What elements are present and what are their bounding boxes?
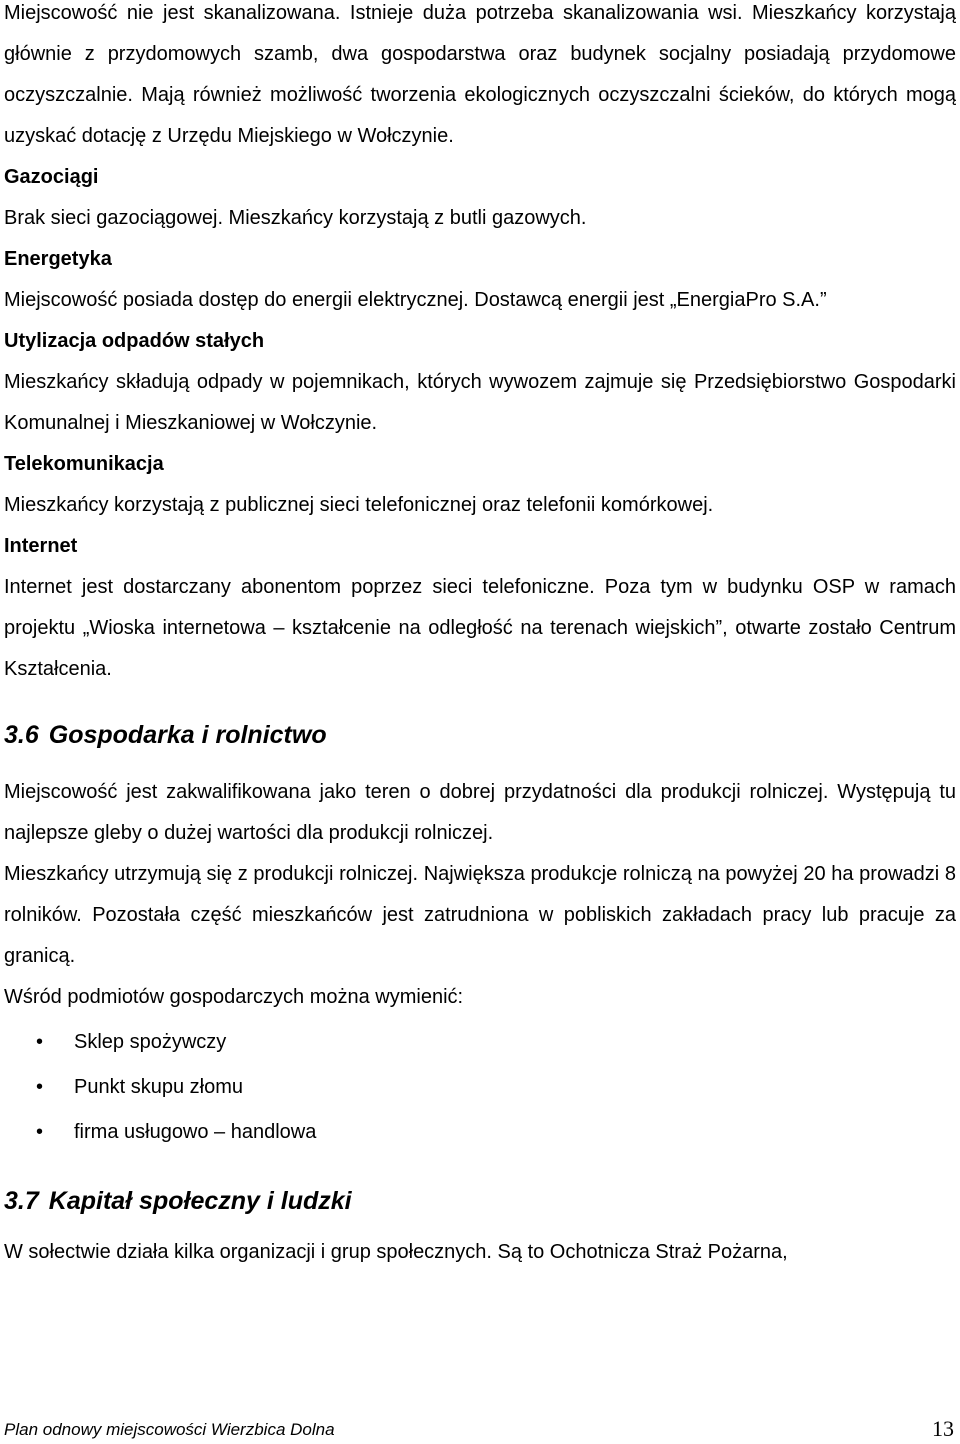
section-heading-3-6 <box>4 720 956 750</box>
page-number: 13 <box>932 1416 954 1441</box>
section-number: 3.6 <box>4 721 39 749</box>
heading-telekomunikacja: Telekomunikacja <box>4 453 164 475</box>
heading-energetyka: Energetyka <box>4 248 112 270</box>
section-number: 3.7 <box>4 1187 39 1215</box>
list-item: • firma usługowo – handlowa <box>4 1110 956 1155</box>
paragraph-internet: Internet jest dostarczany abonentom poprzez sieci telefoniczne. Poza tym w budynku OSP w ramach projektu „Wioska internetowa – kształcenie na odległość na terenach wiejskich”, otwarte zostało Centrum Kształcenia. <box>4 576 956 680</box>
paragraph-rolnictwo-3: Wśród podmiotów gospodarczych można wymienić: <box>4 986 464 1008</box>
list-item: • Punkt skupu złomu <box>4 1065 956 1110</box>
paragraph-energetyka: Miejscowość posiada dostęp do energii elektrycznej. Dostawcą energii jest „EnergiaPro S.A.” <box>4 289 827 311</box>
heading-odpady: Utylizacja odpadów stałych <box>4 330 265 352</box>
paragraph-odpady: Mieszkańcy składują odpady w pojemnikach, których wywozem zajmuje się Przedsiębiorstwo Gospodarki Komunalnej i Mieszkaniowej w Wołczynie. <box>4 371 956 434</box>
section-heading-3-7 <box>4 1186 956 1216</box>
paragraph-telekomunikacja: Mieszkańcy korzystają z publicznej sieci telefonicznej oraz telefonii komórkowej. <box>4 494 714 516</box>
page-footer <box>4 1418 956 1442</box>
footer-title: Plan odnowy miejscowości Wierzbica Dolna <box>4 1420 335 1439</box>
paragraph-gazociagi: Brak sieci gazociągowej. Mieszkańcy korzystają z butli gazowych. <box>4 207 587 229</box>
list-item: • Sklep spożywczy <box>4 1020 956 1065</box>
bullet-icon: • <box>36 1031 44 1053</box>
paragraph-kapital-1: W sołectwie działa kilka organizacji i grup społecznych. Są to Ochotnicza Straż Pożarna, <box>4 1241 788 1263</box>
bullet-icon: • <box>36 1121 44 1143</box>
heading-gazociagi: Gazociągi <box>4 166 99 188</box>
page-content <box>4 0 956 1273</box>
section-title: Kapitał społeczny i ludzki <box>48 1187 352 1215</box>
paragraph-rolnictwo-1: Miejscowość jest zakwalifikowana jako teren o dobrej przydatności dla produkcji rolniczej. Występują tu najlepsze gleby o dużej wartości dla produkcji rolniczej. <box>4 781 956 844</box>
section-title: Gospodarka i rolnictwo <box>48 721 327 749</box>
bullet-icon: • <box>36 1076 44 1098</box>
bullet-list-podmioty <box>4 1020 956 1155</box>
paragraph-rolnictwo-2: Mieszkańcy utrzymują się z produkcji rolniczej. Największa produkcje rolniczą na powyżej 20 ha prowadzi 8 rolników. Pozostała część mieszkańców jest zatrudniona w pobliskich zakładach pracy lub pracuje za granicą. <box>4 863 956 967</box>
paragraph-kanalizacja: Miejscowość nie jest skanalizowana. Istnieje duża potrzeba skanalizowania wsi. Mieszkańcy korzystają głównie z przydomowych szamb, dwa gospodarstwa oraz budynek socjalny posiadają przydomowe oczyszczalnie. Mają również możliwość tworzenia ekologicznych oczyszczalni ścieków, do których mogą uzyskać dotację z Urzędu Miejskiego w Wołczynie. <box>4 2 956 147</box>
heading-internet: Internet <box>4 535 78 557</box>
